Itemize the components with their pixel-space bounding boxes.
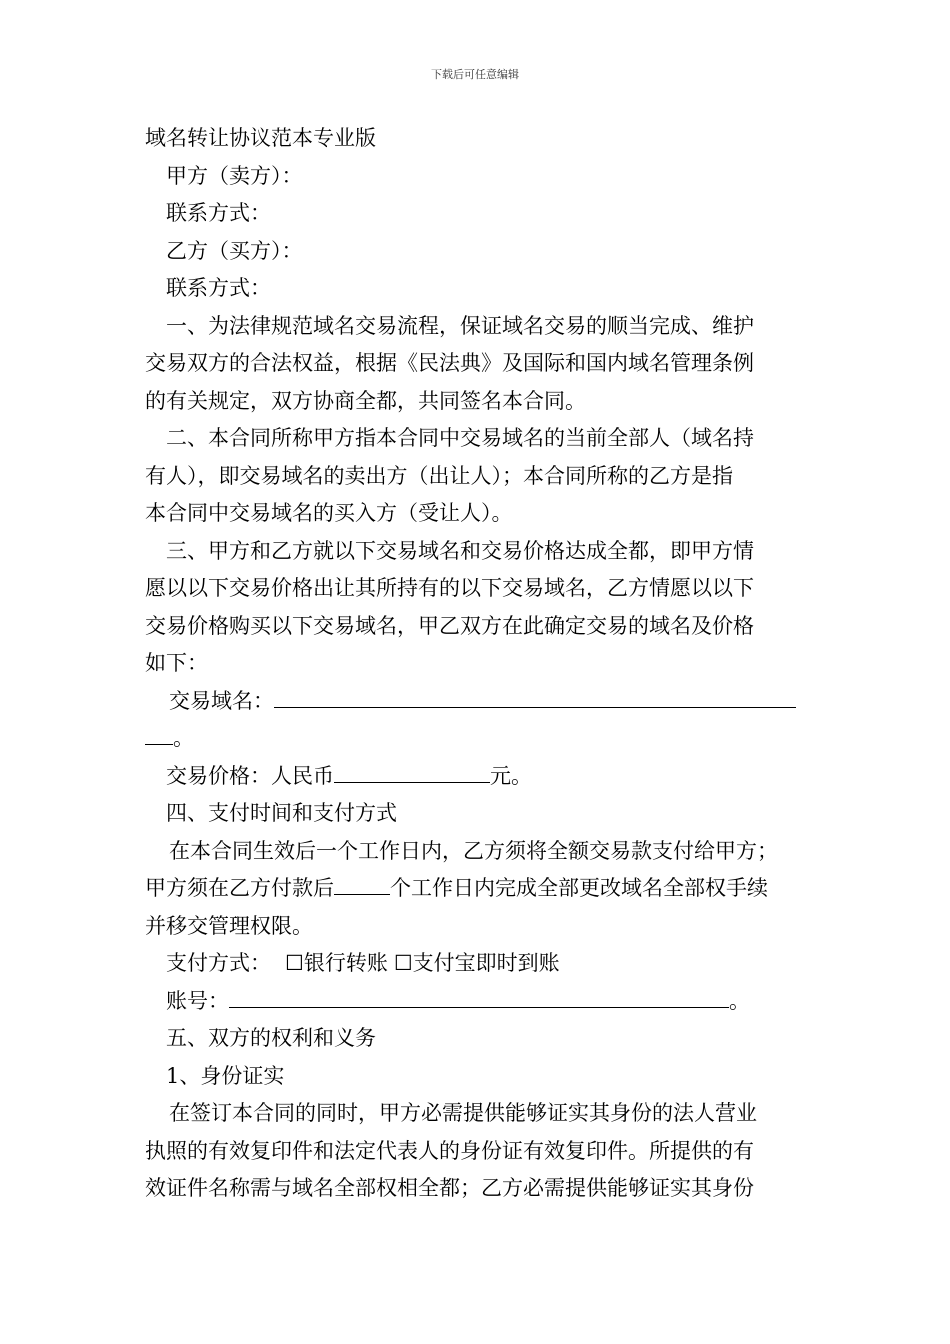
- section-3-line: 愿以以下交易价格出让其所持有的以下交易域名，乙方情愿以以下: [145, 576, 754, 600]
- party-b-contact: 联系方式：: [166, 276, 271, 300]
- party-b-line: 乙方（买方）：: [166, 238, 303, 263]
- document-body: [145, 120, 807, 1208]
- page-header: 下载后可任意编辑: [431, 68, 519, 81]
- section-3-line: 三、甲方和乙方就以下交易域名和交易价格达成全都，即甲方情: [166, 538, 754, 563]
- subsection-1-line: 效证件名称需与域名全部权相全都；乙方必需提供能够证实其身份: [145, 1176, 754, 1200]
- price-label: 交易价格：人民币: [166, 763, 334, 788]
- price-unit: 元。: [490, 763, 532, 788]
- section-4-title: 四、支付时间和支付方式: [166, 801, 397, 825]
- domain-blank-cont: [145, 720, 173, 745]
- section-2-line: 二、本合同所称甲方指本合同中交易域名的当前全部人（域名持: [166, 426, 754, 450]
- section-4-line: 在本合同生效后一个工作日内，乙方须将全额交易款支付给甲方；: [169, 838, 778, 863]
- price-blank: [334, 758, 490, 783]
- section-1-line: 的有关规定，双方协商全都，共同签名本合同。: [145, 388, 586, 413]
- subsection-1-line: 在签订本合同的同时，甲方必需提供能够证实其身份的法人营业: [169, 1101, 757, 1125]
- document-title: 域名转让协议范本专业版: [145, 126, 376, 150]
- domain-blank: [274, 683, 796, 708]
- section-5-title: 五、双方的权利和义务: [166, 1026, 376, 1050]
- party-a-line: 甲方（卖方）：: [166, 163, 303, 188]
- domain-line-cont: [145, 720, 807, 758]
- subsection-1-line: 执照的有效复印件和法定代表人的身份证有效复印件。所提供的有: [145, 1138, 754, 1163]
- party-a-contact: 联系方式：: [166, 201, 271, 225]
- section-4-line: 并移交管理权限。: [145, 913, 313, 938]
- bank-transfer-checkbox[interactable]: ☐银行转账: [285, 951, 388, 975]
- section-2-line: 有人），即交易域名的卖出方（出让人）；本合同所称的乙方是指: [145, 463, 733, 488]
- account-period: 。: [729, 988, 750, 1013]
- section-4-text: 个工作日内完成全部更改域名全部权手续: [390, 876, 768, 900]
- price-line: [145, 758, 807, 796]
- section-4-text: 甲方须在乙方付款后: [145, 876, 334, 900]
- section-3-line: 交易价格购买以下交易域名，甲乙双方在此确定交易的域名及价格: [145, 613, 754, 638]
- domain-period: 。: [173, 726, 194, 750]
- alipay-checkbox[interactable]: ☐支付宝即时到账: [393, 951, 560, 975]
- subsection-1-title: 1、身份证实: [166, 1063, 285, 1088]
- section-3-line: 如下：: [145, 651, 208, 675]
- account-blank: [229, 983, 729, 1008]
- section-2-line: 本合同中交易域名的买入方（受让人）。: [145, 501, 513, 525]
- account-label: 账号：: [166, 988, 229, 1013]
- account-line: [145, 983, 807, 1021]
- section-1-line: 交易双方的合法权益，根据《民法典》及国际和国内域名管理条例: [145, 351, 754, 375]
- section-1-line: 一、为法律规范域名交易流程，保证域名交易的顺当完成、维护: [166, 313, 754, 338]
- days-blank: [334, 870, 390, 895]
- section-4-line: [145, 870, 807, 908]
- domain-line: [145, 683, 807, 721]
- payment-method-line: [145, 945, 807, 983]
- payment-method-label: 支付方式：: [166, 951, 271, 975]
- domain-label: 交易域名：: [169, 688, 274, 713]
